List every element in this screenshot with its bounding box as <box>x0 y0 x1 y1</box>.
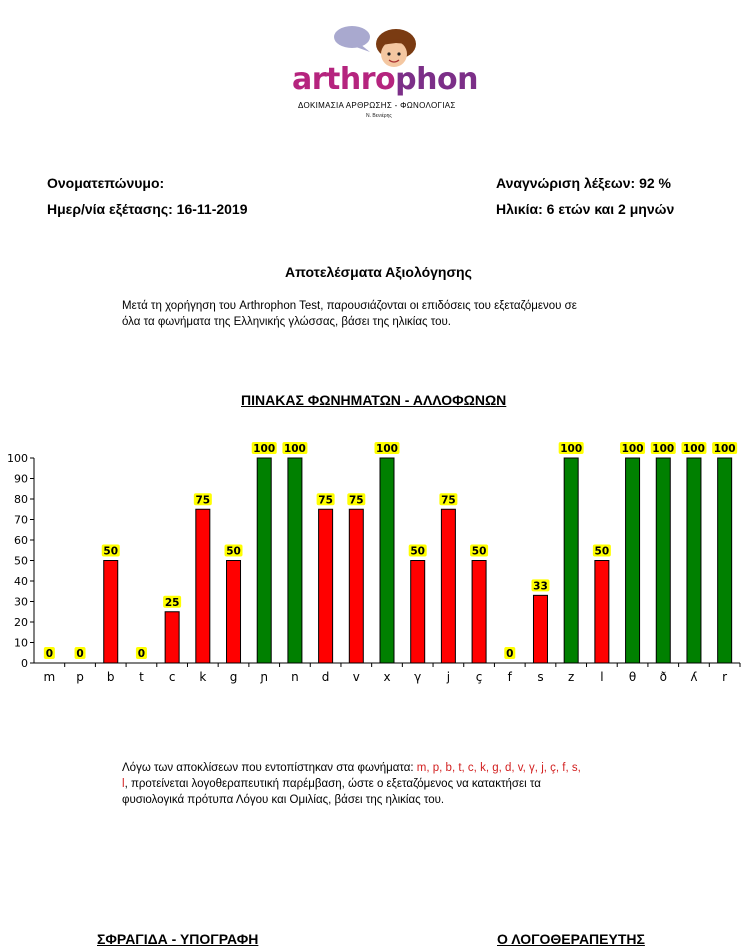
stamp-signature-label: ΣΦΡΑΓΙΔΑ - ΥΠΟΓΡΑΦΗ <box>97 931 259 947</box>
brand-author: Ν. Βενιέρης <box>366 113 392 119</box>
x-tick-label: ç <box>475 670 483 684</box>
x-tick-label: r <box>722 670 728 684</box>
bar <box>687 458 701 663</box>
x-tick-label: ɲ <box>260 670 269 684</box>
conclusion-rest: , προτείνεται λογοθεραπευτική παρέμβαση, ώστε ο εξεταζόμενος να κατακτήσει τα <box>124 778 541 790</box>
bar <box>564 458 578 663</box>
x-tick-label: c <box>168 670 176 684</box>
data-label: 0 <box>137 648 146 660</box>
data-label: 50 <box>410 545 426 558</box>
y-tick-label: 40 <box>14 575 28 588</box>
x-tick-label: b <box>106 670 115 684</box>
brand-logo-text <box>292 62 478 97</box>
bar <box>441 509 455 663</box>
chart-title: ΠΙΝΑΚΑΣ ΦΩΝΗΜΑΤΩΝ - ΑΛΛΟΦΩΝΩΝ <box>241 392 507 408</box>
x-tick-label: m <box>43 670 56 684</box>
recognition-label: Αναγνώριση λέξεων: 92 % <box>496 175 672 191</box>
x-tick-label: x <box>383 670 391 684</box>
data-label: 75 <box>195 494 211 507</box>
x-tick-label: n <box>291 670 299 684</box>
bar <box>288 458 302 663</box>
data-label: 100 <box>283 443 306 455</box>
data-label: 75 <box>441 494 456 507</box>
data-label: 50 <box>103 545 119 558</box>
bar <box>656 458 670 663</box>
therapist-label: Ο ΛΟΓΟΘΕΡΑΠΕΥΤΗΣ <box>497 931 645 947</box>
data-label: 50 <box>226 545 241 558</box>
x-tick-label: γ <box>414 670 422 684</box>
x-tick-label: t <box>139 670 144 684</box>
x-tick-label: v <box>352 670 360 684</box>
data-label: 100 <box>560 443 583 455</box>
y-tick-label: 10 <box>14 636 28 650</box>
conclusion-line-3: φυσιολογικά πρότυπα Λόγου και Ομιλίας, βάσει της ηλικίας του. <box>122 794 445 806</box>
name-label: Ονοματεπώνυμο: <box>47 175 165 191</box>
bar <box>227 561 241 664</box>
age-label: Ηλικία: 6 ετών και 2 μηνών <box>496 201 675 217</box>
conclusion-phonemes-2: l <box>122 778 125 790</box>
bar <box>411 561 425 664</box>
conclusion-intro: Λόγω των αποκλίσεων που εντοπίστηκαν στα φωνήματα: <box>122 762 417 774</box>
x-tick-label: l <box>600 670 604 684</box>
results-line-2: όλα τα φωνήματα της Ελληνικής γλώσσας, βάσει της ηλικίας του. <box>122 316 451 328</box>
bar <box>196 509 210 663</box>
y-tick-label: 50 <box>14 554 28 568</box>
x-tick-label: z <box>568 670 575 684</box>
bar <box>626 458 640 663</box>
data-label: 25 <box>164 596 180 609</box>
x-tick-label: s <box>537 670 544 684</box>
phoneme-bar-chart <box>0 430 755 692</box>
x-tick-label: ð <box>659 670 667 684</box>
bar <box>718 458 732 663</box>
y-tick-label: 30 <box>14 595 28 609</box>
bar <box>380 458 394 663</box>
bar <box>533 595 547 663</box>
conclusion-paragraph <box>122 760 662 808</box>
y-tick-label: 90 <box>14 472 28 486</box>
speech-bubble-icon <box>334 26 370 52</box>
data-label: 0 <box>506 648 514 660</box>
data-label: 100 <box>682 443 705 455</box>
data-label: 75 <box>318 494 333 507</box>
brand-part-2: phon <box>395 62 478 97</box>
conclusion-phonemes-1: m, p, b, t, c, k, g, d, v, γ, j, ç, f, s, <box>416 762 581 774</box>
results-title: Αποτελέσματα Αξιολόγησης <box>285 264 472 280</box>
data-label: 100 <box>253 443 276 455</box>
data-label: 100 <box>376 443 398 455</box>
date-label: Ημερ/νία εξέτασης: 16-11-2019 <box>47 201 248 217</box>
data-label: 100 <box>621 443 644 455</box>
x-tick-label: ʎ <box>690 670 698 684</box>
bar <box>349 509 363 663</box>
y-tick-label: 20 <box>14 616 28 629</box>
data-label: 100 <box>713 443 736 455</box>
data-label: 50 <box>594 545 610 558</box>
y-tick-label: 80 <box>14 493 28 506</box>
brand-part-1: arthro <box>292 62 396 97</box>
x-tick-label: d <box>321 670 330 684</box>
x-tick-label: j <box>446 670 451 684</box>
y-tick-label: 100 <box>7 452 28 465</box>
results-line-1: Μετά τη χορήγηση του Arthrophon Test, παρουσιάζονται οι επιδόσεις του εξεταζόμενου σε <box>122 300 577 312</box>
bar <box>319 509 333 663</box>
bar <box>257 458 271 663</box>
x-tick-label: f <box>507 670 512 684</box>
bar <box>595 561 609 664</box>
data-label: 75 <box>348 494 364 507</box>
data-label: 0 <box>76 648 84 660</box>
x-tick-label: p <box>76 670 84 684</box>
y-tick-label: 70 <box>14 513 28 527</box>
y-tick-label: 60 <box>14 534 28 547</box>
x-tick-label: g <box>229 670 238 684</box>
data-label: 50 <box>471 545 487 558</box>
bar <box>165 612 179 663</box>
bar <box>472 561 486 664</box>
brand-subtitle: ΔΟΚΙΜΑΣΙΑ ΑΡΘΡΩΣΗΣ - ΦΩΝΟΛΟΓΙΑΣ <box>298 101 456 110</box>
data-label: 100 <box>652 443 675 455</box>
x-tick-label: θ <box>628 670 637 684</box>
x-tick-label: k <box>199 670 207 684</box>
data-label: 33 <box>533 580 548 593</box>
bar <box>104 561 118 664</box>
data-label: 0 <box>45 648 54 660</box>
y-tick-label: 0 <box>21 657 28 670</box>
